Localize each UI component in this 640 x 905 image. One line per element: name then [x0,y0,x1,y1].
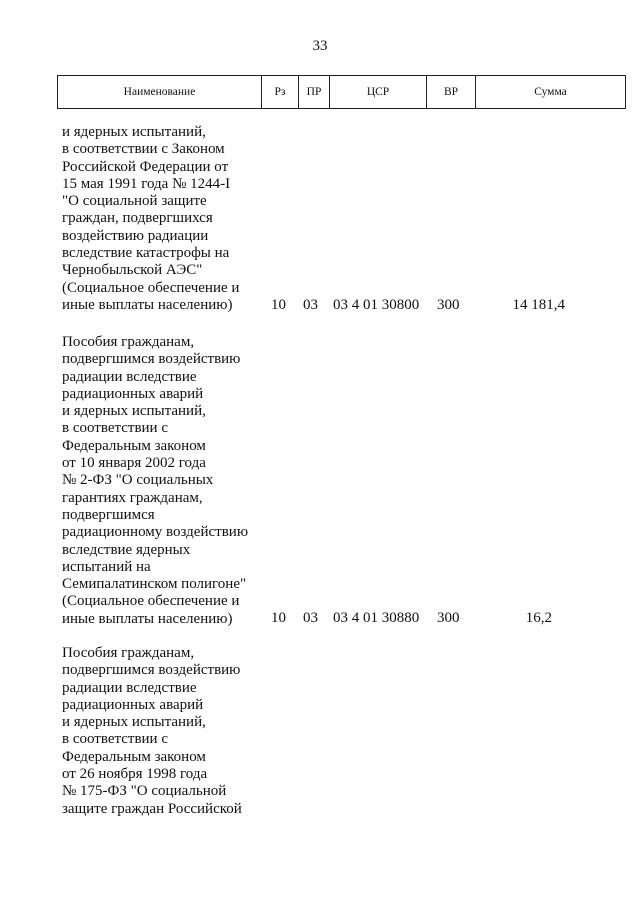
header-name: Наименование [58,76,262,109]
description-line: радиационных аварий [62,385,204,402]
description-line: в соответствии с [62,420,168,437]
header-sum: Сумма [476,76,626,109]
row-description [62,645,267,818]
description-line: в соответствии с Законом [62,141,225,158]
description-line: от 10 января 2002 года [62,455,206,472]
header-pr: ПР [299,76,330,109]
row-sum: 14 181,4 [512,297,565,313]
description-line: Чернобыльской АЭС" [62,262,203,279]
description-line: воздействию радиации [62,227,209,244]
description-line: иные выплаты населению) [62,610,233,627]
description-line: Семипалатинском полигоне" [62,576,247,593]
description-line: подвергшимся воздействию [62,662,241,679]
description-line: вследствие катастрофы на [62,245,230,262]
description-line: № 2-ФЗ "О социальных [62,472,214,489]
description-line: иные выплаты населению) [62,296,233,313]
description-line: Федеральным законом [62,748,206,765]
row-csr: 03 4 01 30800 [333,297,420,313]
description-line: гарантиях гражданам, [62,489,203,506]
description-line: Российской Федерации от [62,158,229,175]
row-rz: 10 [271,610,286,626]
description-line: радиации вследствие [62,368,197,385]
description-line: защите граждан Российской [62,800,242,817]
row-sum: 16,2 [525,610,552,626]
row-vr: 300 [437,297,460,313]
description-line: (Социальное обеспечение и [62,279,240,296]
row-pr: 03 [303,297,318,313]
description-line: (Социальное обеспечение и [62,593,240,610]
description-line: подвергшимся [62,506,155,523]
description-line: граждан, подвергшихся [62,210,213,227]
row-csr: 03 4 01 30880 [333,610,420,626]
description-line: от 26 ноября 1998 года [62,766,208,783]
header-csr: ЦСР [330,76,427,109]
description-line: 15 мая 1991 года № 1244-I [62,175,231,192]
row-vr: 300 [437,610,460,626]
header-rz: Рз [262,76,299,109]
description-line: и ядерных испытаний, [62,714,206,731]
description-line: "О социальной защите [62,193,207,210]
row-rz: 10 [271,297,286,313]
description-line: в соответствии с [62,731,168,748]
description-line: Пособия гражданам, [62,334,195,350]
description-line: радиационных аварий [62,696,204,713]
page-number: 33 [312,38,328,54]
table-header [57,75,626,109]
description-line: подвергшимся воздействию [62,351,241,368]
description-line: Федеральным законом [62,437,206,454]
description-line: Пособия гражданам, [62,645,195,661]
description-line: и ядерных испытаний, [62,403,206,420]
description-line: № 175-ФЗ "О социальной [62,783,227,800]
description-line: и ядерных испытаний, [62,124,206,140]
header-vr: ВР [427,76,476,109]
description-line: испытаний на [62,558,151,575]
row-description [62,334,267,628]
row-description [62,124,267,314]
description-line: вследствие ядерных [62,541,191,558]
row-pr: 03 [303,610,318,626]
description-line: радиации вследствие [62,679,197,696]
description-line: радиационному воздействию [62,524,249,541]
